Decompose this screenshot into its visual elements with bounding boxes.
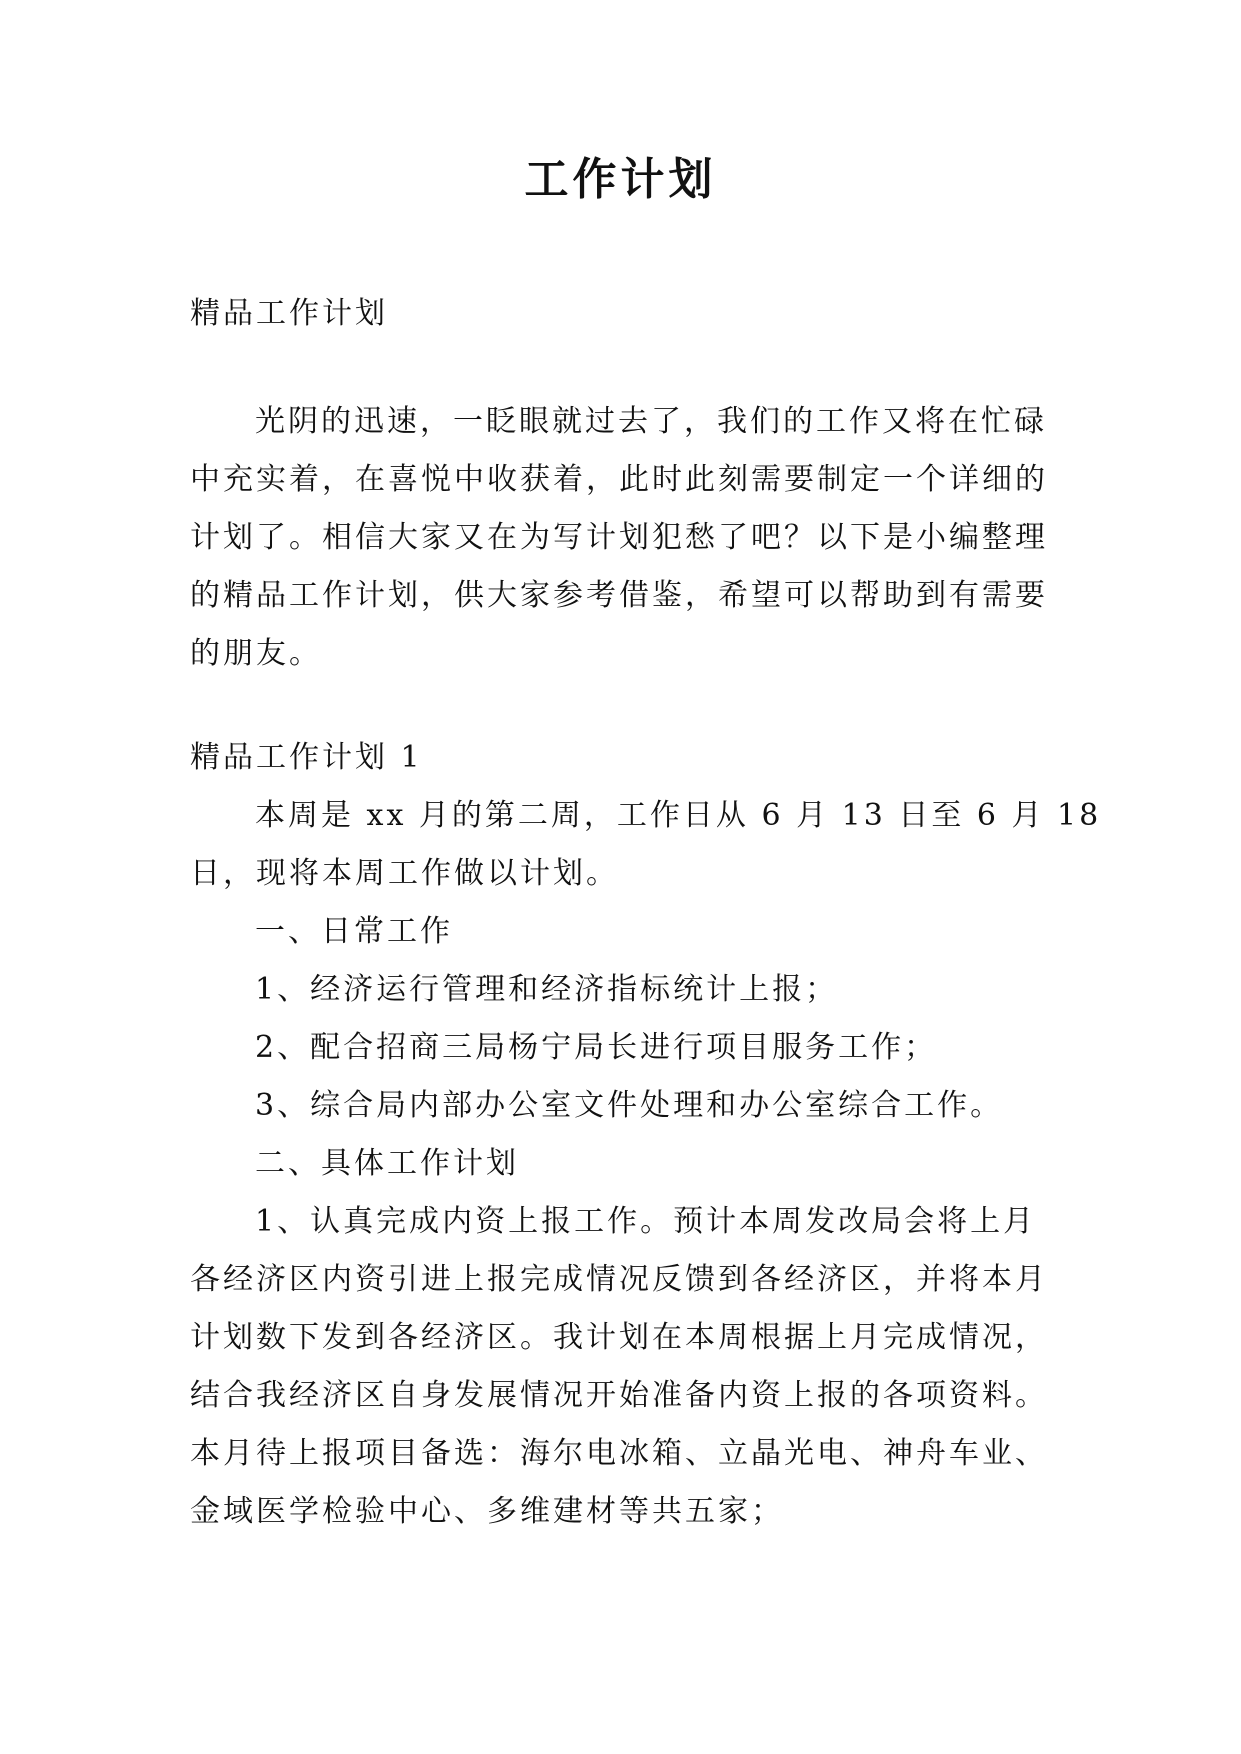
plan-line: 计划数下发到各经济区。我计划在本周根据上月完成情况，: [190, 1320, 1048, 1355]
intro-paragraph: [190, 393, 1060, 683]
section-heading: 精品工作计划 1: [190, 740, 423, 775]
plan-line: 结合我经济区自身发展情况开始准备内资上报的各项资料。: [190, 1378, 1048, 1413]
week-line: 本周是 xx 月的第二周，工作日从 6 月 13 日至 6 月 18: [255, 798, 1102, 833]
intro-line: 的朋友。: [190, 636, 322, 671]
daily-list: [190, 961, 1060, 1135]
week-paragraph: [190, 787, 1102, 903]
plan-line: 本月待上报项目备选：海尔电冰箱、立晶光电、神舟车业、: [190, 1436, 1048, 1471]
daily-item: 3、综合局内部办公室文件处理和办公室综合工作。: [255, 1088, 1004, 1123]
daily-item: 2、配合招商三局杨宁局长进行项目服务工作；: [255, 1030, 938, 1065]
daily-heading: 一、日常工作: [255, 914, 453, 949]
intro-line: 的精品工作计划，供大家参考借鉴，希望可以帮助到有需要: [190, 578, 1048, 613]
plan-paragraph: [190, 1193, 1060, 1541]
intro-line: 光阴的迅速，一眨眼就过去了，我们的工作又将在忙碌: [255, 404, 1047, 439]
plan-line: 各经济区内资引进上报完成情况反馈到各经济区，并将本月: [190, 1262, 1048, 1297]
week-line: 日，现将本周工作做以计划。: [190, 856, 619, 891]
plan-heading: 二、具体工作计划: [255, 1146, 519, 1181]
intro-line: 中充实着，在喜悦中收获着，此时此刻需要制定一个详细的: [190, 462, 1048, 497]
document-body: [190, 285, 1102, 1541]
intro-line: 计划了。相信大家又在为写计划犯愁了吧？以下是小编整理: [190, 520, 1048, 555]
plan-line: 金域医学检验中心、多维建材等共五家；: [190, 1494, 784, 1529]
daily-item: 1、经济运行管理和经济指标统计上报；: [255, 972, 839, 1007]
document-title: 工作计划: [524, 154, 717, 205]
document-subtitle: 精品工作计划: [190, 296, 388, 331]
plan-line: 1、认真完成内资上报工作。预计本周发改局会将上月: [255, 1204, 1037, 1239]
